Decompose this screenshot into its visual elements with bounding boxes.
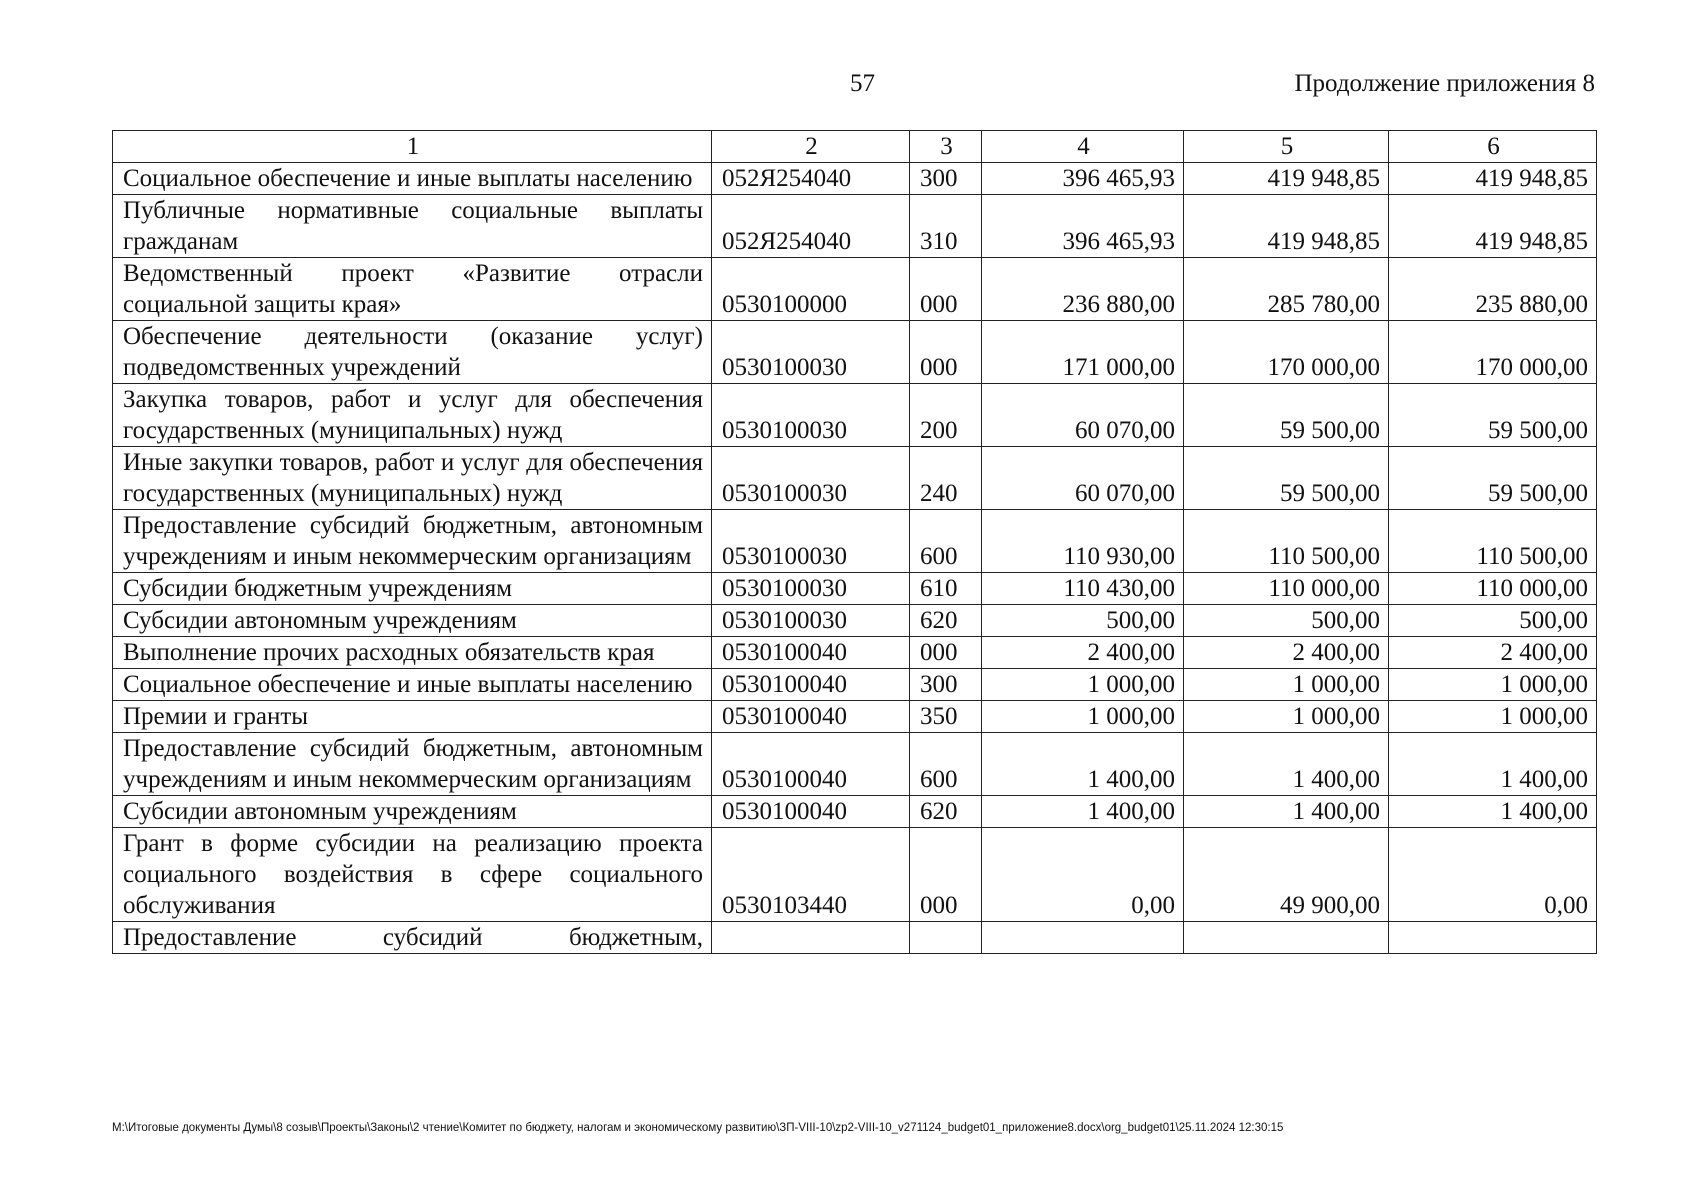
table-row <box>113 384 1597 447</box>
row-value-5: 110 000,00 <box>1184 573 1389 605</box>
row-name: Грант в форме субсидии на реализацию проекта социального воздействия в сфере социального обслуживания <box>113 828 712 922</box>
row-value-6: 0,00 <box>1389 828 1597 922</box>
row-expense-type: 350 <box>910 701 982 733</box>
row-value-4 <box>982 922 1184 954</box>
table-row <box>113 637 1597 669</box>
row-value-5: 59 500,00 <box>1184 384 1389 447</box>
row-value-6: 59 500,00 <box>1389 447 1597 510</box>
row-value-5 <box>1184 922 1389 954</box>
row-expense-type: 000 <box>910 321 982 384</box>
row-value-5: 285 780,00 <box>1184 258 1389 321</box>
row-target-code: 0530100040 <box>712 637 910 669</box>
row-value-6: 170 000,00 <box>1389 321 1597 384</box>
table-row <box>113 321 1597 384</box>
row-name: Субсидии бюджетным учреждениям <box>113 573 712 605</box>
row-expense-type: 600 <box>910 510 982 573</box>
row-value-4: 396 465,93 <box>982 195 1184 258</box>
row-name: Премии и гранты <box>113 701 712 733</box>
row-target-code: 0530103440 <box>712 828 910 922</box>
row-name: Субсидии автономным учреждениям <box>113 796 712 828</box>
document-file-path: M:\Итоговые документы Думы\8 созыв\Проекты\Законы\2 чтение\Комитет по бюджету, налогам и экономическому развитию\ЗП-VIII-10\zp2-VIII-10_v271124_budget01_приложение8.docx\org_budget01\25.11.2024 12:30:15 <box>112 1122 1284 1134</box>
row-value-4: 2 400,00 <box>982 637 1184 669</box>
row-value-5: 1 000,00 <box>1184 701 1389 733</box>
row-value-4: 60 070,00 <box>982 384 1184 447</box>
row-name: Предоставление субсидий бюджетным, <box>113 922 712 954</box>
row-value-4: 1 000,00 <box>982 669 1184 701</box>
row-target-code: 052Я254040 <box>712 163 910 195</box>
row-value-6: 2 400,00 <box>1389 637 1597 669</box>
row-expense-type: 000 <box>910 258 982 321</box>
row-expense-type: 620 <box>910 796 982 828</box>
row-name: Ведомственный проект «Развитие отрасли социальной защиты края» <box>113 258 712 321</box>
row-value-5: 1 400,00 <box>1184 733 1389 796</box>
row-expense-type: 620 <box>910 605 982 637</box>
row-name: Обеспечение деятельности (оказание услуг) подведомственных учреждений <box>113 321 712 384</box>
row-value-5: 59 500,00 <box>1184 447 1389 510</box>
row-value-6: 1 000,00 <box>1389 701 1597 733</box>
row-target-code: 0530100030 <box>712 605 910 637</box>
row-expense-type: 610 <box>910 573 982 605</box>
row-value-5: 1 400,00 <box>1184 796 1389 828</box>
budget-table <box>112 130 1597 954</box>
row-target-code: 052Я254040 <box>712 195 910 258</box>
column-header-6: 6 <box>1389 131 1597 163</box>
row-value-4: 60 070,00 <box>982 447 1184 510</box>
row-value-4: 500,00 <box>982 605 1184 637</box>
row-target-code: 0530100030 <box>712 447 910 510</box>
row-value-5: 170 000,00 <box>1184 321 1389 384</box>
page-number: 57 <box>850 70 875 97</box>
row-target-code: 0530100030 <box>712 573 910 605</box>
row-name: Иные закупки товаров, работ и услуг для обеспечения государственных (муниципальных) нужд <box>113 447 712 510</box>
row-value-6: 419 948,85 <box>1389 195 1597 258</box>
row-value-5: 419 948,85 <box>1184 195 1389 258</box>
row-value-4: 0,00 <box>982 828 1184 922</box>
row-expense-type: 240 <box>910 447 982 510</box>
table-row <box>113 573 1597 605</box>
column-header-4: 4 <box>982 131 1184 163</box>
row-name: Выполнение прочих расходных обязательств края <box>113 637 712 669</box>
table-row <box>113 447 1597 510</box>
row-target-code: 0530100040 <box>712 796 910 828</box>
row-value-5: 500,00 <box>1184 605 1389 637</box>
row-value-5: 49 900,00 <box>1184 828 1389 922</box>
table-header-row <box>113 131 1597 163</box>
row-expense-type: 300 <box>910 163 982 195</box>
table-row <box>113 605 1597 637</box>
row-value-4: 171 000,00 <box>982 321 1184 384</box>
row-value-6: 419 948,85 <box>1389 163 1597 195</box>
table-row <box>113 510 1597 573</box>
table-row <box>113 701 1597 733</box>
row-value-4: 110 930,00 <box>982 510 1184 573</box>
row-expense-type: 310 <box>910 195 982 258</box>
row-target-code: 0530100040 <box>712 669 910 701</box>
row-value-6 <box>1389 922 1597 954</box>
row-target-code: 0530100030 <box>712 321 910 384</box>
row-value-4: 110 430,00 <box>982 573 1184 605</box>
column-header-1: 1 <box>113 131 712 163</box>
table-row <box>113 828 1597 922</box>
table-row <box>113 796 1597 828</box>
column-header-2: 2 <box>712 131 910 163</box>
row-value-6: 110 000,00 <box>1389 573 1597 605</box>
row-name: Социальное обеспечение и иные выплаты населению <box>113 163 712 195</box>
row-value-4: 1 400,00 <box>982 733 1184 796</box>
row-name: Субсидии автономным учреждениям <box>113 605 712 637</box>
table-row <box>113 733 1597 796</box>
row-target-code: 0530100040 <box>712 701 910 733</box>
row-target-code: 0530100040 <box>712 733 910 796</box>
row-value-6: 1 400,00 <box>1389 796 1597 828</box>
row-value-6: 110 500,00 <box>1389 510 1597 573</box>
column-header-3: 3 <box>910 131 982 163</box>
row-value-6: 235 880,00 <box>1389 258 1597 321</box>
row-target-code: 0530100000 <box>712 258 910 321</box>
row-expense-type <box>910 922 982 954</box>
row-value-6: 500,00 <box>1389 605 1597 637</box>
row-expense-type: 300 <box>910 669 982 701</box>
row-value-6: 59 500,00 <box>1389 384 1597 447</box>
row-value-4: 236 880,00 <box>982 258 1184 321</box>
row-name: Публичные нормативные социальные выплаты гражданам <box>113 195 712 258</box>
table-row <box>113 669 1597 701</box>
row-target-code <box>712 922 910 954</box>
row-value-5: 2 400,00 <box>1184 637 1389 669</box>
row-value-5: 1 000,00 <box>1184 669 1389 701</box>
row-expense-type: 000 <box>910 828 982 922</box>
row-value-4: 396 465,93 <box>982 163 1184 195</box>
table-row <box>113 922 1597 954</box>
row-value-4: 1 000,00 <box>982 701 1184 733</box>
row-expense-type: 600 <box>910 733 982 796</box>
row-expense-type: 200 <box>910 384 982 447</box>
row-name: Предоставление субсидий бюджетным, автономным учреждениям и иным некоммерческим организациям <box>113 510 712 573</box>
row-name: Социальное обеспечение и иные выплаты населению <box>113 669 712 701</box>
table-row <box>113 258 1597 321</box>
row-target-code: 0530100030 <box>712 384 910 447</box>
table-row <box>113 195 1597 258</box>
row-target-code: 0530100030 <box>712 510 910 573</box>
row-value-4: 1 400,00 <box>982 796 1184 828</box>
row-value-6: 1 000,00 <box>1389 669 1597 701</box>
table-row <box>113 163 1597 195</box>
row-value-5: 419 948,85 <box>1184 163 1389 195</box>
column-header-5: 5 <box>1184 131 1389 163</box>
row-value-6: 1 400,00 <box>1389 733 1597 796</box>
row-value-5: 110 500,00 <box>1184 510 1389 573</box>
row-name: Закупка товаров, работ и услуг для обеспечения государственных (муниципальных) нужд <box>113 384 712 447</box>
row-name: Предоставление субсидий бюджетным, автономным учреждениям и иным некоммерческим организациям <box>113 733 712 796</box>
row-expense-type: 000 <box>910 637 982 669</box>
appendix-continuation-label: Продолжение приложения 8 <box>1294 70 1595 97</box>
